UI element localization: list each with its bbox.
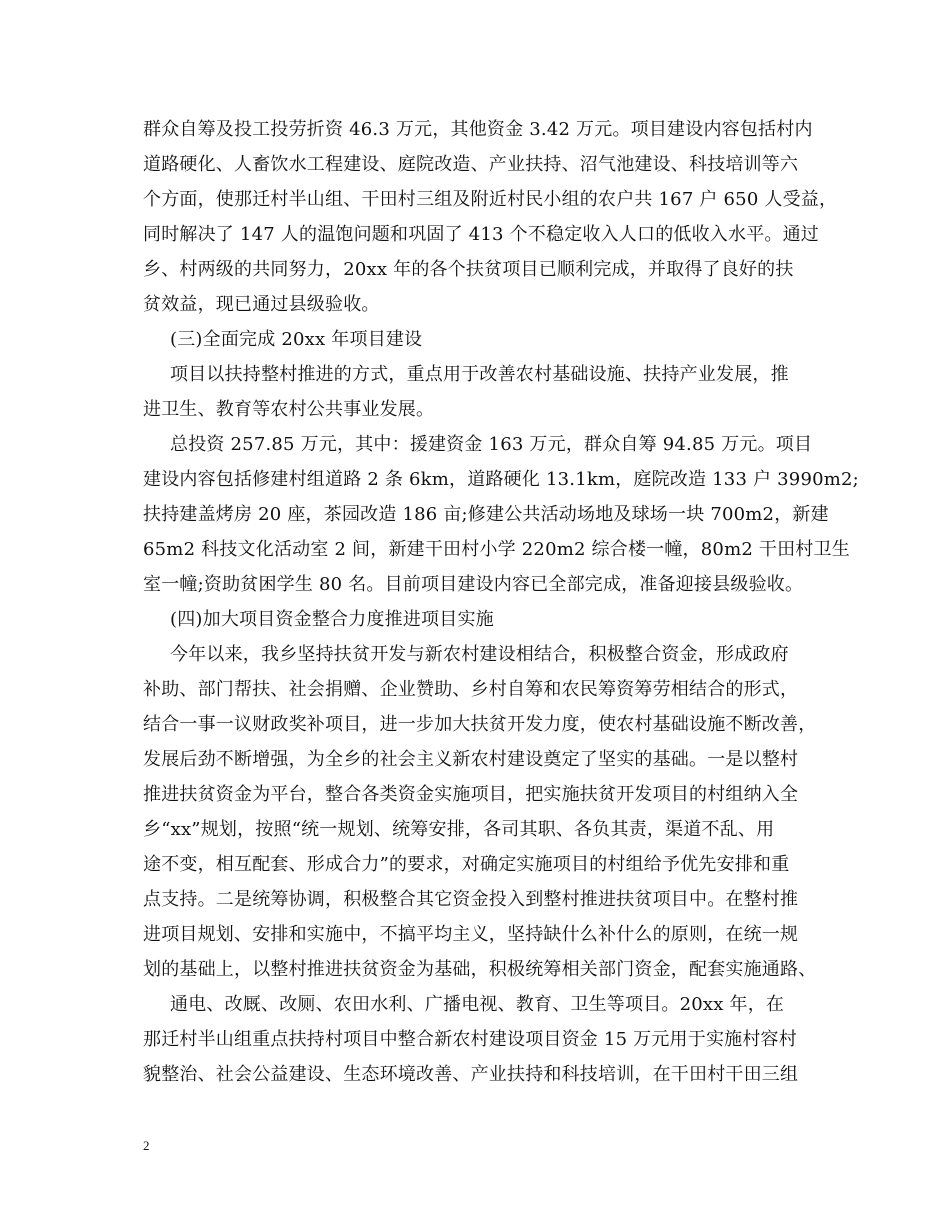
text-line: 群众自筹及投工投劳折资 46.3 万元，其他资金 3.42 万元。项目建设内容包括村内 — [143, 119, 813, 140]
text-line: 发展后劲不断增强，为全乡的社会主义新农村建设奠定了坚实的基础。一是以整村 — [143, 749, 799, 770]
text-line: 进卫生、教育等农村公共事业发展。 — [143, 399, 435, 420]
text-line: 贫效益，现已通过县级验收。 — [143, 294, 380, 315]
text-line: 补助、部门帮扶、社会捐赠、企业赞助、乡村自筹和农民筹资筹劳相结合的形式， — [143, 679, 799, 700]
section-heading: (四)加大项目资金整合力度推进项目实施 — [170, 609, 494, 630]
document-body — [143, 112, 859, 1092]
section-heading: (三)全面完成 20xx 年项目建设 — [170, 329, 423, 350]
text-line: 今年以来，我乡坚持扶贫开发与新农村建设相结合，积极整合资金，形成政府 — [170, 644, 789, 665]
text-line: 65m2 科技文化活动室 2 间，新建干田村小学 220m2 综合楼一幢，80m2 干田村卫生 — [143, 539, 850, 560]
text-line: 总投资 257.85 万元，其中：援建资金 163 万元，群众自筹 94.85 万元。项目 — [170, 434, 813, 455]
text-line: 貌整治、社会公益建设、生态环境改善、产业扶持和科技培训，在干田村干田三组 — [143, 1064, 799, 1085]
page-number: 2 — [143, 1138, 150, 1153]
text-line: 进项目规划、安排和实施中，不搞平均主义，坚持缺什么补什么的原则，在统一规 — [143, 924, 799, 945]
text-line: 室一幢;资助贫困学生 80 名。目前项目建设内容已全部完成，准备迎接县级验收。 — [143, 574, 804, 595]
text-line: 途不变，相互配套、形成合力”的要求，对确定实施项目的村组给予优先安排和重 — [143, 854, 790, 875]
text-line: 建设内容包括修建村组道路 2 条 6km，道路硬化 13.1km，庭院改造 133 户 3990m2; — [143, 469, 859, 490]
text-line: 划的基础上，以整村推进扶贫资金为基础，积极统筹相关部门资金，配套实施通路、 — [143, 959, 817, 980]
text-line: 推进扶贫资金为平台，整合各类资金实施项目，把实施扶贫开发项目的村组纳入全 — [143, 784, 799, 805]
text-line: 个方面，使那迁村半山组、干田村三组及附近村民小组的农户共 167 户 650 人受益， — [143, 189, 838, 210]
text-line: 项目以扶持整村推进的方式，重点用于改善农村基础设施、扶持产业发展，推 — [170, 364, 789, 385]
text-line: 乡“xx”规划，按照“统一规划、统筹安排，各司其职、各负其责，渠道不乱、用 — [143, 819, 775, 840]
text-line: 通电、改厩、改厕、农田水利、广播电视、教育、卫生等项目。20xx 年，在 — [170, 994, 785, 1015]
text-line: 结合一事一议财政奖补项目，进一步加大扶贫开发力度，使农村基础设施不断改善， — [143, 714, 817, 735]
text-line: 道路硬化、人畜饮水工程建设、庭院改造、产业扶持、沼气池建设、科技培训等六 — [143, 154, 799, 175]
text-line: 那迁村半山组重点扶持村项目中整合新农村建设项目资金 15 万元用于实施村容村 — [143, 1029, 797, 1050]
text-line: 同时解决了 147 人的温饱问题和巩固了 413 个不稳定收入人口的低收入水平。通过 — [143, 224, 819, 245]
text-line: 乡、村两级的共同努力，20xx 年的各个扶贫项目已顺利完成，并取得了良好的扶 — [143, 259, 794, 280]
text-line: 扶持建盖烤房 20 座，茶园改造 186 亩;修建公共活动场地及球场一块 700m2，新建 — [143, 504, 829, 525]
text-line: 点支持。二是统筹协调，积极整合其它资金投入到整村推进扶贫项目中。在整村推 — [143, 889, 799, 910]
